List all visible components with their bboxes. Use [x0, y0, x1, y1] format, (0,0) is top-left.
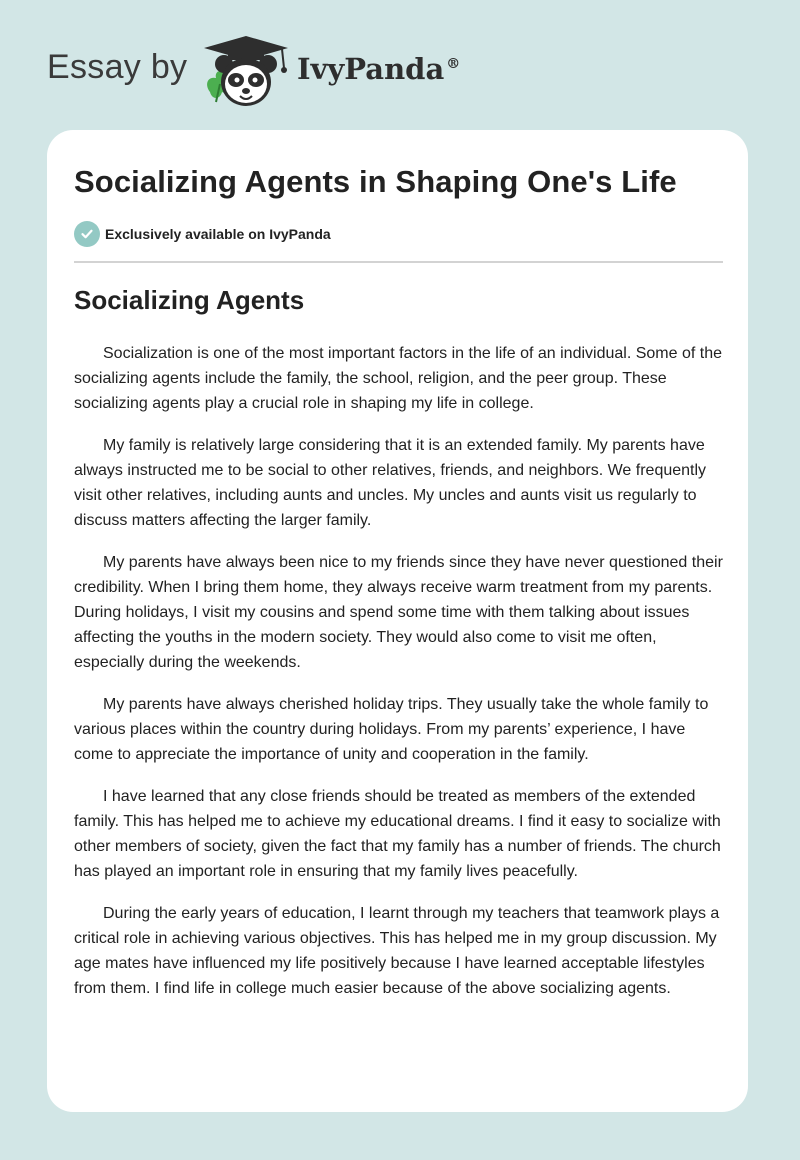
check-circle-icon: [74, 221, 100, 247]
registered-mark: ®: [446, 56, 461, 73]
exclusive-badge: [74, 221, 331, 247]
panda-graduate-icon[interactable]: [200, 34, 292, 110]
section-heading: Socializing Agents: [74, 285, 305, 315]
brand-name[interactable]: [297, 52, 460, 86]
paragraph: During the early years of education, I learnt through my teachers that teamwork plays a critical role in achieving various objectives. This has helped me in my group discussion. My age mates have influenced my life positively because I have learned acceptable lifestyles from them. I find life in college much easier because of the above socializing agents.: [74, 905, 720, 997]
paragraph: My family is relatively large considering that it is an extended family. My parents have always instructed me to be social to other relatives, friends, and neighbors. We frequently visit other relatives, including aunts and uncles. My uncles and aunts visit us regularly to discuss matters affecting the larger family.: [74, 437, 707, 529]
paragraph: My parents have always cherished holiday trips. They usually take the whole family to various places within the country during holidays. From my parents’ experience, I have come to appreciate the importance of unity and cooperation in the family.: [74, 696, 709, 763]
divider: [74, 261, 723, 263]
paragraph: Socialization is one of the most important factors in the life of an individual. Some of the socializing agents include the family, the school, religion, and the peer group. These socializing agents play a crucial role in shaping my life in college.: [74, 345, 722, 412]
essay-body: [74, 341, 724, 1018]
paragraph: My parents have always been nice to my friends since they have never questioned their credibility. When I bring them home, they always receive warm treatment from my parents. During holidays, I visit my cousins and spend some time with them talking about issues affecting the youths in the modern society. They would also come to visit me often, especially during the weekends.: [74, 554, 723, 671]
site-header: [0, 0, 800, 130]
essay-card: [47, 130, 748, 1112]
paragraph: I have learned that any close friends should be treated as members of the extended family. This has helped me to achieve my educational dreams. I find it easy to socialize with other members of society, given the fact that my family has a number of friends. The church has played an important role in ensuring that my family lives peacefully.: [74, 788, 721, 880]
page-title: Socializing Agents in Shaping One's Life: [74, 164, 677, 199]
brand-text[interactable]: IvyPanda: [297, 52, 445, 86]
exclusive-text: Exclusively available on IvyPanda: [105, 226, 331, 242]
essay-by-label: Essay by: [47, 48, 188, 86]
